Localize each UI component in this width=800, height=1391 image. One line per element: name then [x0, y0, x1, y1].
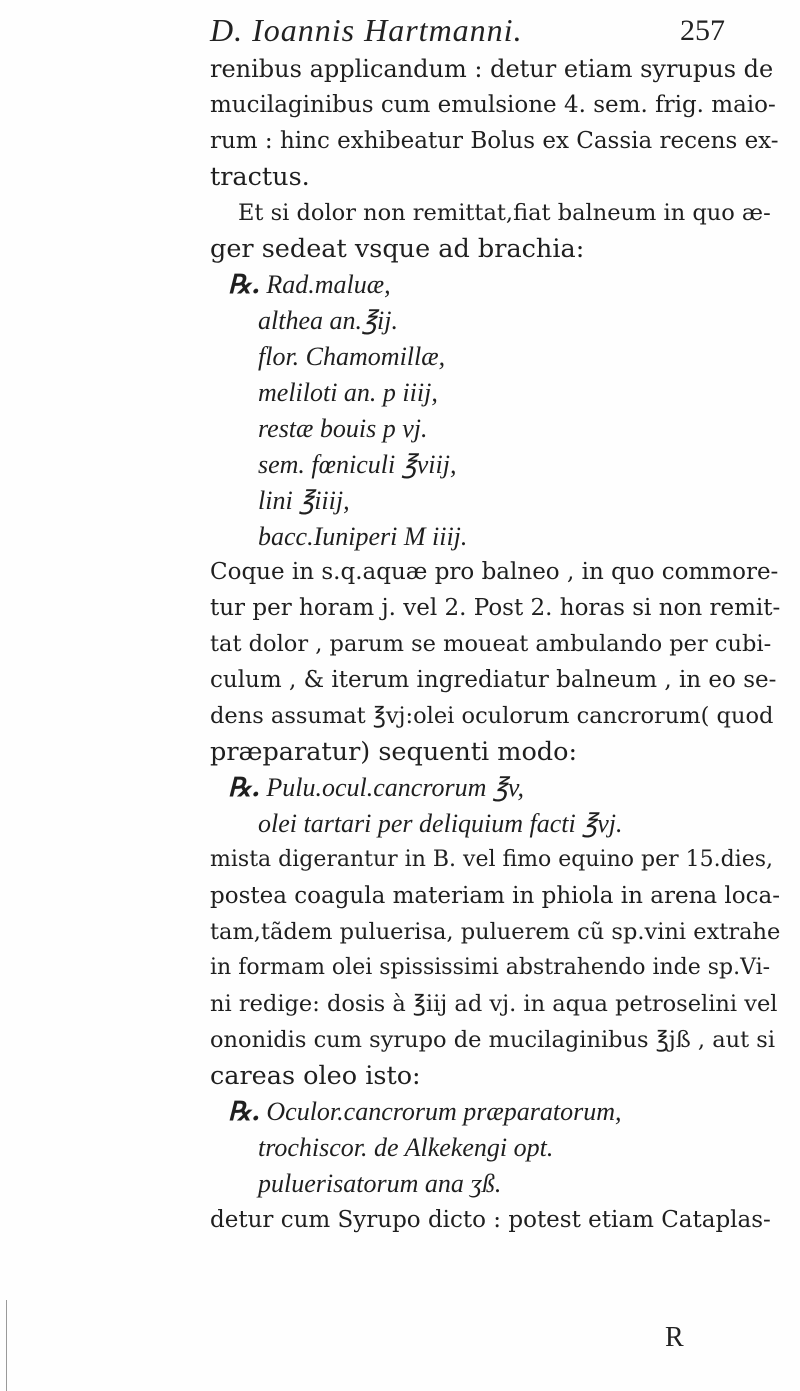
line-text: ononidis cum syrupo de mucilaginibus ℥jß , aut si	[210, 1027, 776, 1053]
page-number: 257	[680, 14, 725, 47]
recipe-line	[228, 268, 391, 302]
recipe-symbol: ℞.	[228, 1097, 261, 1127]
text-line	[210, 987, 778, 1021]
line-text: Et si dolor non remittat,fiat balneum in quo æ-	[238, 200, 771, 226]
recipe-line	[258, 807, 623, 841]
line-text: tam,tãdem puluerisa, puluerem cũ sp.vini extrahe	[210, 919, 781, 945]
text-line	[210, 1059, 421, 1093]
running-head: D. Ioannis Hartmanni.	[210, 12, 523, 48]
line-text: ni redige: dosis à ℥iij ad vj. in aqua petroselini vel	[210, 991, 778, 1017]
text-line	[210, 627, 771, 661]
line-text: lini ℥iiij,	[258, 486, 350, 515]
line-text: præparatur) sequenti modo:	[210, 737, 578, 767]
line-text: tractus.	[210, 162, 310, 192]
recipe-line	[258, 340, 445, 374]
text-line	[210, 699, 773, 733]
line-text: tur per horam j. vel 2. Post 2. horas si non remit-	[210, 595, 781, 621]
line-text: dens assumat ℥vj:olei oculorum cancrorum( quod	[210, 703, 774, 729]
text-line	[210, 52, 773, 86]
text-line	[210, 951, 770, 985]
recipe-line	[258, 448, 456, 482]
line-text: puluerisatorum ana ʒß.	[258, 1169, 502, 1198]
recipe-line	[258, 1167, 501, 1201]
line-text: in formam olei spississimi abstrahendo inde sp.Vi-	[210, 955, 771, 980]
text-line	[210, 663, 776, 697]
line-text: flor. Chamomillæ,	[258, 342, 446, 371]
text-line	[210, 555, 778, 589]
line-text: postea coagula materiam in phiola in arena loca-	[210, 883, 780, 909]
text-line	[210, 591, 780, 625]
recipe-line	[258, 304, 398, 338]
line-text: trochiscor. de Alkekengi opt.	[258, 1133, 554, 1162]
line-text: mucilaginibus cum emulsione 4. sem. frig. maio-	[210, 92, 776, 118]
page-edge-rule	[6, 1300, 7, 1391]
line-text: althea an.℥ij.	[258, 306, 398, 335]
line-text: olei tartari per deliquium facti ℥vj.	[258, 809, 623, 838]
text-line	[210, 124, 779, 158]
recipe-line	[258, 520, 467, 554]
text-line	[210, 160, 310, 194]
text-line	[210, 735, 577, 769]
recipe-line	[258, 1131, 553, 1165]
line-text: detur cum Syrupo dicto : potest etiam Cataplas-	[210, 1207, 771, 1233]
line-text: renibus applicandum : detur etiam syrupus de	[210, 55, 774, 83]
text-line	[238, 196, 771, 230]
recipe-line	[258, 412, 427, 446]
text-line	[210, 1203, 771, 1237]
recipe-line	[228, 771, 524, 805]
text-line	[210, 879, 780, 913]
catchword: R	[665, 1322, 684, 1353]
text-line	[210, 232, 584, 266]
line-text: Coque in s.q.aquæ pro balneo , in quo commore-	[210, 559, 779, 585]
line-text: culum , & iterum ingrediatur balneum , in eo se-	[210, 667, 777, 693]
line-text: Oculor.cancrorum præparatorum,	[266, 1097, 622, 1126]
text-line	[210, 1023, 775, 1057]
line-text: bacc.Iuniperi M iiij.	[258, 522, 468, 551]
text-line	[210, 843, 773, 877]
line-text: ger sedeat vsque ad brachia:	[210, 234, 585, 264]
line-text: Rad.maluæ,	[266, 270, 391, 299]
line-text: Pulu.ocul.cancrorum ℥v,	[266, 773, 525, 802]
line-text: restæ bouis p vj.	[258, 414, 428, 443]
text-line	[210, 88, 776, 122]
line-text: sem. fœniculi ℥viij,	[258, 450, 457, 479]
recipe-line	[258, 484, 350, 518]
recipe-line	[258, 376, 438, 410]
recipe-symbol: ℞.	[228, 773, 261, 803]
text-line	[210, 915, 780, 949]
line-text: meliloti an. p iiij,	[258, 378, 438, 407]
line-text: careas oleo isto:	[210, 1061, 421, 1091]
line-text: rum : hinc exhibeatur Bolus ex Cassia recens ex-	[210, 128, 779, 154]
line-text: tat dolor , parum se moueat ambulando per cubi-	[210, 631, 772, 657]
line-text: mista digerantur in B. vel fimo equino per 15.dies,	[210, 847, 774, 872]
recipe-line	[228, 1095, 621, 1129]
recipe-symbol: ℞.	[228, 270, 261, 300]
